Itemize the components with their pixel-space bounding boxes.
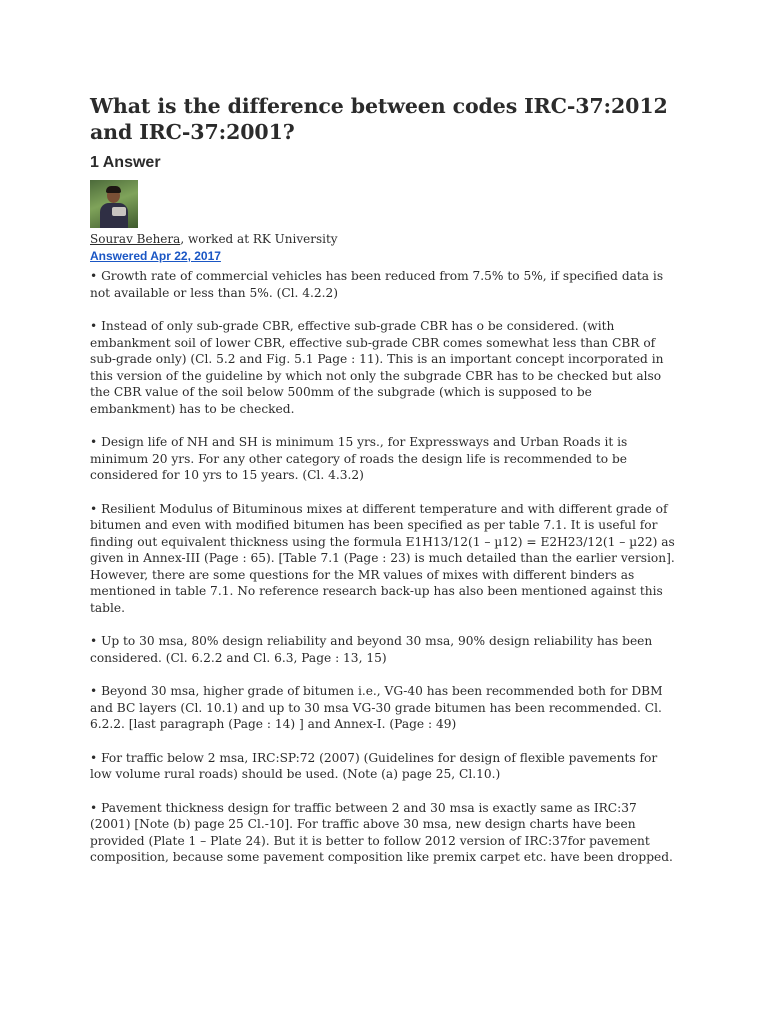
avatar-hair [106,186,121,193]
answer-paragraph: • Pavement thickness design for traffic between 2 and 30 msa is exactly same as IRC:37 (2001) [Note (b) page 25 Cl.-10]. For traffic above 30 msa, new design charts have been provided (Plate 1 – Plate 24). But it is better to follow 2012 version of IRC:37for pavement composition, because some pavement composition like premix carpet etc. have been dropped. [90,800,673,864]
answer-paragraph: • Beyond 30 msa, higher grade of bitumen i.e., VG-40 has been recommended both for DBM and BC layers (Cl. 10.1) and up to 30 msa VG-30 grade bitumen has been recommended. Cl. 6.2.2. [last paragraph (Page : 14) ] and Annex-I. (Page : 49) [90,684,663,731]
answer-page [90,93,675,883]
author-avatar[interactable] [90,180,138,228]
answer-paragraph: • For traffic below 2 msa, IRC:SP:72 (2007) (Guidelines for design of flexible pavements for low volume rural roads) should be used. (Note (a) page 25, Cl.10.) [90,750,658,781]
author-credential: , worked at RK University [180,232,338,246]
answer-body [90,268,675,866]
question-title: What is the difference between codes IRC-37:2012 and IRC-37:2001? [90,94,668,144]
avatar-arm [112,207,126,216]
answer-count: 1 Answer [90,154,161,171]
author-line [90,231,675,247]
author-name-link[interactable]: Sourav Behera [90,232,181,246]
answer-paragraph: • Up to 30 msa, 80% design reliability and beyond 30 msa, 90% design reliability has been considered. (Cl. 6.2.2 and Cl. 6.3, Page : 13, 15) [90,634,653,665]
answer-paragraph: • Design life of NH and SH is minimum 15 yrs., for Expressways and Urban Roads it is minimum 20 yrs. For any other category of roads the design life is recommended to be considered for 10 yrs to 15 years. (Cl. 4.3.2) [90,435,628,482]
answered-date-link[interactable]: Answered Apr 22, 2017 [90,249,221,263]
answer-paragraph: • Resilient Modulus of Bituminous mixes at different temperature and with different grade of bitumen and even with modified bitumen has been specified as per table 7.1. It is useful for finding out equivalent thickness using the formula E1H13/12(1 – µ12) = E2H23/12(1 – µ22) as given in Annex-III (Page : 65). [Table 7.1 (Page : 23) is much detailed than the earlier version]. However, there are some questions for the MR values of mixes with different binders as mentioned in table 7.1. No reference research back-up has also been mentioned against this table. [90,501,675,615]
answer-paragraph: • Instead of only sub-grade CBR, effective sub-grade CBR has o be considered. (with embankment soil of lower CBR, effective sub-grade CBR comes somewhat less than CBR of sub-grade only) (Cl. 5.2 and Fig. 5.1 Page : 11). This is an important concept incorporated in this version of the guideline by which not only the subgrade CBR has to be checked but also the CBR value of the soil below 500mm of the subgrade (which is supposed to be embankment) has to be checked. [90,319,664,416]
answer-paragraph: • Growth rate of commercial vehicles has been reduced from 7.5% to 5%, if specified data is not available or less than 5%. (Cl. 4.2.2) [90,269,664,300]
